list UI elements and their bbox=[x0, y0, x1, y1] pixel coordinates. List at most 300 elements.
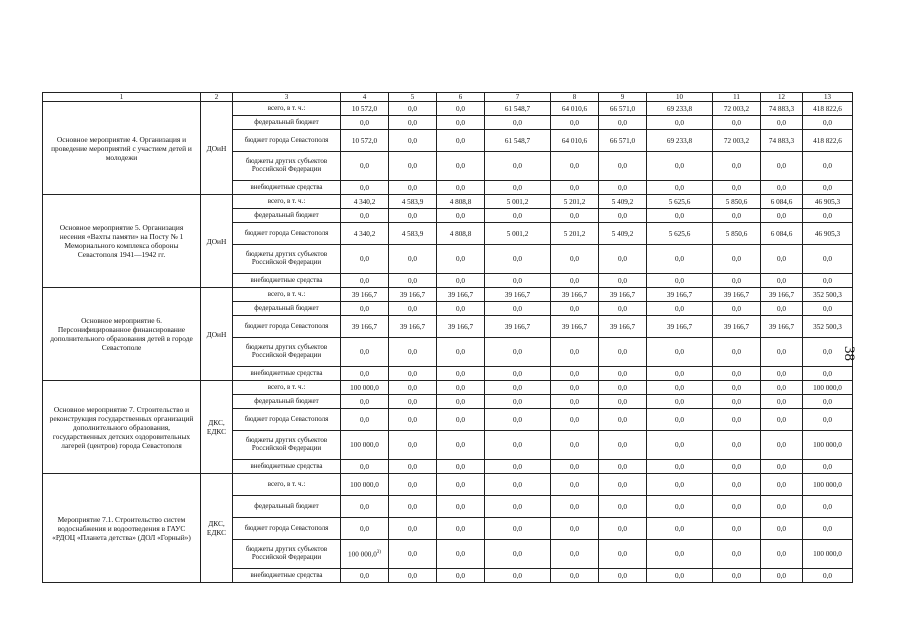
amount-cell bbox=[389, 367, 437, 381]
amount-value: 61 548,7 bbox=[504, 104, 531, 113]
amount-cell bbox=[389, 338, 437, 367]
amount-cell bbox=[803, 381, 853, 395]
table-row bbox=[43, 102, 853, 116]
amount-cell bbox=[761, 431, 803, 460]
amount-cell bbox=[389, 540, 437, 569]
amount-value: 0,0 bbox=[823, 571, 832, 580]
amount-value: 0,0 bbox=[618, 348, 627, 356]
amount-value: 0,0 bbox=[777, 348, 786, 356]
amount-cell bbox=[437, 288, 485, 302]
amount-value: 39 166,7 bbox=[723, 322, 750, 331]
funding-source: бюджеты других субъектов Российской Федерации bbox=[233, 245, 341, 274]
column-number: 11 bbox=[713, 93, 761, 102]
amount-cell bbox=[551, 316, 599, 338]
amount-value: 0,0 bbox=[570, 415, 579, 424]
event-name: Основное мероприятие 6. Персонифицированное финансирование дополнительного образования детей в городе Севастополе bbox=[43, 288, 201, 381]
amount-value: 352 500,3 bbox=[813, 322, 842, 331]
amount-cell bbox=[389, 302, 437, 316]
amount-value: 0,0 bbox=[777, 480, 786, 489]
executor: ДОиН bbox=[201, 288, 233, 381]
amount-cell bbox=[713, 274, 761, 288]
amount-value: 0,0 bbox=[360, 183, 369, 192]
amount-cell bbox=[647, 209, 713, 223]
amount-cell bbox=[341, 316, 389, 338]
amount-cell bbox=[437, 496, 485, 518]
amount-cell bbox=[599, 338, 647, 367]
amount-value: 0,0 bbox=[360, 502, 369, 511]
amount-value: 39 166,7 bbox=[447, 322, 474, 331]
amount-value: 0,0 bbox=[618, 211, 627, 220]
amount-value: 0,0 bbox=[777, 369, 786, 378]
amount-cell bbox=[437, 518, 485, 540]
amount-cell bbox=[389, 316, 437, 338]
amount-cell bbox=[341, 381, 389, 395]
table-row bbox=[43, 474, 853, 496]
amount-cell bbox=[599, 102, 647, 116]
amount-value: 0,0 bbox=[360, 162, 369, 170]
amount-cell bbox=[341, 116, 389, 130]
amount-value: 100 000,0 bbox=[813, 550, 842, 558]
amount-cell bbox=[599, 302, 647, 316]
amount-value: 0,0 bbox=[732, 571, 741, 580]
amount-value: 39 166,7 bbox=[666, 290, 693, 299]
amount-value: 0,0 bbox=[513, 383, 522, 392]
amount-value: 0,0 bbox=[777, 502, 786, 511]
amount-cell bbox=[341, 302, 389, 316]
amount-cell bbox=[803, 316, 853, 338]
amount-cell bbox=[485, 245, 551, 274]
amount-cell bbox=[713, 431, 761, 460]
amount-cell bbox=[713, 181, 761, 195]
amount-value: 0,0 bbox=[456, 276, 465, 285]
amount-cell bbox=[485, 195, 551, 209]
amount-value: 0,0 bbox=[570, 304, 579, 313]
amount-value: 0,0 bbox=[408, 104, 417, 113]
amount-cell bbox=[551, 209, 599, 223]
amount-cell bbox=[599, 223, 647, 245]
amount-cell bbox=[647, 518, 713, 540]
amount-cell bbox=[713, 540, 761, 569]
amount-cell bbox=[485, 274, 551, 288]
amount-cell bbox=[341, 367, 389, 381]
amount-value: 0,0 bbox=[777, 183, 786, 192]
funding-source: бюджет города Севастополя bbox=[233, 223, 341, 245]
amount-value: 0,0 bbox=[408, 255, 417, 263]
amount-value: 0,0 bbox=[456, 462, 465, 471]
amount-cell bbox=[389, 518, 437, 540]
amount-value: 0,0 bbox=[570, 383, 579, 392]
amount-value: 0,0 bbox=[777, 118, 786, 127]
event-name: Основное мероприятие 7. Строительство и реконструкция государственных организаций дополнительного образования, государственных детских оздоровительных лагерей (центров) города Севастополя bbox=[43, 381, 201, 474]
amount-value: 64 010,6 bbox=[561, 104, 588, 113]
amount-cell bbox=[485, 381, 551, 395]
amount-value: 0,0 bbox=[675, 255, 684, 263]
amount-value: 0,0 bbox=[732, 415, 741, 424]
amount-cell bbox=[599, 209, 647, 223]
funding-source: внебюджетные средства bbox=[233, 367, 341, 381]
amount-cell bbox=[647, 195, 713, 209]
amount-cell bbox=[713, 367, 761, 381]
funding-source: федеральный бюджет bbox=[233, 395, 341, 409]
amount-value: 0,0 bbox=[777, 550, 786, 558]
funding-source: всего, в т. ч.: bbox=[233, 288, 341, 302]
amount-value: 0,0 bbox=[570, 441, 579, 449]
executor: ДОиН bbox=[201, 195, 233, 288]
amount-value: 0,0 bbox=[675, 524, 684, 533]
amount-cell bbox=[389, 274, 437, 288]
amount-cell bbox=[437, 102, 485, 116]
amount-value: 5 409,2 bbox=[611, 197, 634, 206]
amount-cell bbox=[437, 474, 485, 496]
amount-value: 0,0 bbox=[360, 524, 369, 533]
amount-cell bbox=[341, 518, 389, 540]
amount-cell bbox=[437, 116, 485, 130]
amount-value: 0,0 bbox=[570, 397, 579, 406]
amount-value: 0,0 bbox=[513, 348, 522, 356]
amount-cell bbox=[761, 409, 803, 431]
amount-cell bbox=[803, 409, 853, 431]
amount-value: 0,0 bbox=[618, 480, 627, 489]
amount-cell bbox=[389, 130, 437, 152]
amount-value: 0,0 bbox=[675, 276, 684, 285]
amount-cell bbox=[761, 116, 803, 130]
amount-value: 0,0 bbox=[570, 480, 579, 489]
amount-cell bbox=[437, 381, 485, 395]
footnote-mark: 3) bbox=[376, 550, 381, 556]
amount-cell bbox=[551, 460, 599, 474]
amount-value: 0,0 bbox=[456, 550, 465, 558]
amount-value: 0,0 bbox=[408, 383, 417, 392]
amount-cell bbox=[761, 569, 803, 583]
amount-cell bbox=[761, 381, 803, 395]
amount-value: 46 905,3 bbox=[814, 197, 841, 206]
amount-value: 39 166,7 bbox=[504, 322, 531, 331]
amount-value: 0,0 bbox=[456, 571, 465, 580]
amount-cell bbox=[437, 245, 485, 274]
amount-value: 0,0 bbox=[777, 462, 786, 471]
amount-cell bbox=[713, 474, 761, 496]
amount-value: 352 500,3 bbox=[813, 290, 842, 299]
amount-value: 5 850,6 bbox=[725, 197, 748, 206]
amount-value: 0,0 bbox=[777, 397, 786, 406]
amount-cell bbox=[761, 195, 803, 209]
amount-cell bbox=[647, 181, 713, 195]
amount-value: 0,0 bbox=[408, 162, 417, 170]
amount-value: 0,0 bbox=[360, 118, 369, 127]
amount-cell bbox=[341, 569, 389, 583]
amount-cell bbox=[389, 223, 437, 245]
amount-cell bbox=[437, 367, 485, 381]
amount-cell bbox=[437, 181, 485, 195]
amount-cell bbox=[437, 460, 485, 474]
amount-cell bbox=[389, 209, 437, 223]
amount-cell bbox=[803, 496, 853, 518]
amount-cell bbox=[761, 152, 803, 181]
amount-value: 0,0 bbox=[732, 502, 741, 511]
amount-cell bbox=[803, 116, 853, 130]
amount-value: 0,0 bbox=[456, 397, 465, 406]
amount-value: 0,0 bbox=[618, 304, 627, 313]
amount-cell bbox=[551, 302, 599, 316]
amount-value: 0,0 bbox=[777, 415, 786, 424]
amount-value: 0,0 bbox=[513, 211, 522, 220]
amount-cell bbox=[761, 245, 803, 274]
amount-value: 0,0 bbox=[456, 162, 465, 170]
amount-cell bbox=[485, 518, 551, 540]
amount-value: 100 000,0 bbox=[813, 441, 842, 449]
amount-value: 0,0 bbox=[570, 183, 579, 192]
amount-value: 0,0 bbox=[732, 480, 741, 489]
amount-value: 100 000,0 bbox=[813, 480, 842, 489]
amount-cell bbox=[341, 209, 389, 223]
amount-cell bbox=[647, 474, 713, 496]
amount-cell bbox=[341, 540, 389, 569]
amount-cell bbox=[761, 274, 803, 288]
funding-source: всего, в т. ч.: bbox=[233, 102, 341, 116]
amount-value: 0,0 bbox=[777, 276, 786, 285]
amount-cell bbox=[341, 181, 389, 195]
table-row bbox=[43, 288, 853, 302]
amount-cell bbox=[485, 409, 551, 431]
column-number: 7 bbox=[485, 93, 551, 102]
amount-cell bbox=[551, 245, 599, 274]
amount-value: 5 001,2 bbox=[506, 197, 529, 206]
amount-cell bbox=[551, 195, 599, 209]
amount-value: 0,0 bbox=[456, 211, 465, 220]
amount-value: 0,0 bbox=[823, 502, 832, 511]
amount-cell bbox=[485, 316, 551, 338]
amount-value: 0,0 bbox=[360, 462, 369, 471]
amount-value: 0,0 bbox=[570, 502, 579, 511]
amount-value: 0,0 bbox=[408, 369, 417, 378]
amount-cell bbox=[761, 288, 803, 302]
amount-cell bbox=[599, 274, 647, 288]
amount-cell bbox=[647, 130, 713, 152]
amount-value: 0,0 bbox=[570, 255, 579, 263]
amount-value: 100 000,0 bbox=[350, 383, 379, 392]
amount-cell bbox=[485, 395, 551, 409]
amount-value: 0,0 bbox=[408, 480, 417, 489]
amount-value: 66 571,0 bbox=[609, 104, 636, 113]
column-number: 8 bbox=[551, 93, 599, 102]
amount-value: 0,0 bbox=[675, 348, 684, 356]
amount-cell bbox=[437, 569, 485, 583]
amount-value: 0,0 bbox=[823, 369, 832, 378]
executor: ДОиН bbox=[201, 102, 233, 195]
amount-value: 0,0 bbox=[408, 397, 417, 406]
amount-cell bbox=[599, 496, 647, 518]
funding-source: бюджет города Севастополя bbox=[233, 316, 341, 338]
amount-cell bbox=[485, 116, 551, 130]
amount-value: 0,0 bbox=[675, 397, 684, 406]
amount-cell bbox=[803, 367, 853, 381]
amount-cell bbox=[389, 288, 437, 302]
amount-cell bbox=[761, 209, 803, 223]
amount-value: 0,0 bbox=[675, 304, 684, 313]
amount-cell bbox=[551, 474, 599, 496]
amount-cell bbox=[713, 496, 761, 518]
amount-value: 0,0 bbox=[408, 276, 417, 285]
amount-cell bbox=[551, 181, 599, 195]
amount-value: 5 625,6 bbox=[668, 229, 691, 238]
amount-value: 39 166,7 bbox=[768, 290, 795, 299]
amount-value: 39 166,7 bbox=[561, 322, 588, 331]
amount-cell bbox=[647, 395, 713, 409]
amount-value: 100 000,0 bbox=[813, 383, 842, 392]
amount-cell bbox=[551, 367, 599, 381]
amount-cell bbox=[341, 195, 389, 209]
amount-value: 0,0 bbox=[408, 502, 417, 511]
amount-value: 0,0 bbox=[456, 348, 465, 356]
amount-value: 6 084,6 bbox=[770, 229, 793, 238]
page-number: 38 bbox=[841, 346, 857, 361]
amount-value: 0,0 bbox=[360, 255, 369, 263]
amount-cell bbox=[389, 116, 437, 130]
table-row bbox=[43, 195, 853, 209]
amount-value: 0,0 bbox=[513, 524, 522, 533]
amount-value: 0,0 bbox=[823, 462, 832, 471]
amount-cell bbox=[551, 223, 599, 245]
amount-cell bbox=[437, 274, 485, 288]
amount-value: 0,0 bbox=[513, 397, 522, 406]
amount-value: 0,0 bbox=[777, 571, 786, 580]
amount-cell bbox=[389, 381, 437, 395]
amount-cell bbox=[761, 338, 803, 367]
amount-value: 0,0 bbox=[732, 255, 741, 263]
amount-value: 0,0 bbox=[513, 304, 522, 313]
header-row bbox=[43, 93, 853, 102]
amount-value: 39 166,7 bbox=[504, 290, 531, 299]
amount-value: 0,0 bbox=[618, 441, 627, 449]
amount-cell bbox=[713, 409, 761, 431]
amount-cell bbox=[437, 316, 485, 338]
amount-cell bbox=[647, 409, 713, 431]
amount-value: 5 201,2 bbox=[563, 229, 586, 238]
amount-cell bbox=[551, 409, 599, 431]
amount-value: 0,0 bbox=[360, 348, 369, 356]
amount-cell bbox=[647, 288, 713, 302]
amount-cell bbox=[713, 152, 761, 181]
amount-value: 74 883,3 bbox=[768, 104, 795, 113]
amount-value: 39 166,7 bbox=[723, 290, 750, 299]
amount-cell bbox=[599, 431, 647, 460]
amount-cell bbox=[551, 338, 599, 367]
amount-cell bbox=[647, 116, 713, 130]
amount-value: 0,0 bbox=[675, 480, 684, 489]
amount-cell bbox=[551, 569, 599, 583]
amount-cell bbox=[389, 474, 437, 496]
amount-value: 46 905,3 bbox=[814, 229, 841, 238]
amount-value: 0,0 bbox=[513, 480, 522, 489]
amount-value: 0,0 bbox=[570, 571, 579, 580]
amount-value: 0,0 bbox=[513, 255, 522, 263]
amount-cell bbox=[599, 460, 647, 474]
amount-cell bbox=[713, 102, 761, 116]
amount-value: 0,0 bbox=[513, 276, 522, 285]
event-name: Мероприятие 7.1. Строительство систем водоснабжения и водоотведения в ГАУС «РДОЦ «Планета детства» (ДОЛ «Горный») bbox=[43, 474, 201, 583]
amount-value: 0,0 bbox=[513, 441, 522, 449]
amount-cell bbox=[803, 302, 853, 316]
amount-cell bbox=[551, 274, 599, 288]
amount-value: 0,0 bbox=[823, 162, 832, 170]
amount-cell bbox=[341, 496, 389, 518]
amount-cell bbox=[485, 302, 551, 316]
amount-cell bbox=[341, 395, 389, 409]
amount-cell bbox=[341, 288, 389, 302]
event-name: Основное мероприятие 5. Организация несения «Вахты памяти» на Посту № 1 Мемориального комплекса обороны Севастополя 1941—1942 гг. bbox=[43, 195, 201, 288]
amount-value: 5 625,6 bbox=[668, 197, 691, 206]
amount-value: 0,0 bbox=[456, 104, 465, 113]
amount-value: 39 166,7 bbox=[561, 290, 588, 299]
amount-value: 0,0 bbox=[513, 118, 522, 127]
amount-cell bbox=[803, 209, 853, 223]
amount-cell bbox=[551, 288, 599, 302]
amount-value: 0,0 bbox=[618, 524, 627, 533]
amount-value: 0,0 bbox=[777, 162, 786, 170]
amount-value: 0,0 bbox=[513, 462, 522, 471]
amount-value: 39 166,7 bbox=[666, 322, 693, 331]
amount-cell bbox=[713, 195, 761, 209]
amount-value: 0,0 bbox=[618, 162, 627, 170]
amount-cell bbox=[485, 540, 551, 569]
amount-cell bbox=[647, 338, 713, 367]
amount-cell bbox=[485, 496, 551, 518]
amount-cell bbox=[803, 518, 853, 540]
amount-value: 0,0 bbox=[777, 383, 786, 392]
amount-value: 0,0 bbox=[732, 118, 741, 127]
amount-cell bbox=[551, 431, 599, 460]
amount-value: 4 340,2 bbox=[353, 197, 376, 206]
amount-cell bbox=[647, 460, 713, 474]
amount-value: 0,0 bbox=[618, 276, 627, 285]
amount-cell bbox=[803, 223, 853, 245]
amount-value: 5 201,2 bbox=[563, 197, 586, 206]
amount-value: 0,0 bbox=[823, 255, 832, 263]
amount-value: 0,0 bbox=[823, 397, 832, 406]
amount-value: 0,0 bbox=[408, 304, 417, 313]
funding-source: внебюджетные средства bbox=[233, 460, 341, 474]
funding-source: внебюджетные средства bbox=[233, 569, 341, 583]
amount-cell bbox=[599, 116, 647, 130]
amount-cell bbox=[713, 395, 761, 409]
amount-value: 0,0 bbox=[675, 162, 684, 170]
amount-cell bbox=[599, 409, 647, 431]
amount-value: 4 583,9 bbox=[401, 197, 424, 206]
amount-value: 0,0 bbox=[408, 348, 417, 356]
amount-cell bbox=[599, 130, 647, 152]
amount-cell bbox=[761, 395, 803, 409]
amount-value: 0,0 bbox=[675, 415, 684, 424]
amount-cell bbox=[551, 102, 599, 116]
amount-value: 0,0 bbox=[408, 211, 417, 220]
amount-cell bbox=[713, 223, 761, 245]
amount-value: 0,0 bbox=[618, 462, 627, 471]
amount-cell bbox=[341, 431, 389, 460]
amount-value: 0,0 bbox=[732, 524, 741, 533]
amount-value: 0,0 bbox=[456, 524, 465, 533]
amount-cell bbox=[599, 540, 647, 569]
amount-value: 0,0 bbox=[456, 415, 465, 424]
amount-cell bbox=[485, 338, 551, 367]
amount-value: 0,0 bbox=[570, 162, 579, 170]
amount-cell bbox=[647, 381, 713, 395]
amount-cell bbox=[803, 195, 853, 209]
amount-cell bbox=[437, 431, 485, 460]
amount-cell bbox=[761, 223, 803, 245]
amount-value: 0,0 bbox=[732, 441, 741, 449]
amount-value: 100 000,0 bbox=[348, 550, 377, 559]
amount-value: 0,0 bbox=[360, 397, 369, 406]
